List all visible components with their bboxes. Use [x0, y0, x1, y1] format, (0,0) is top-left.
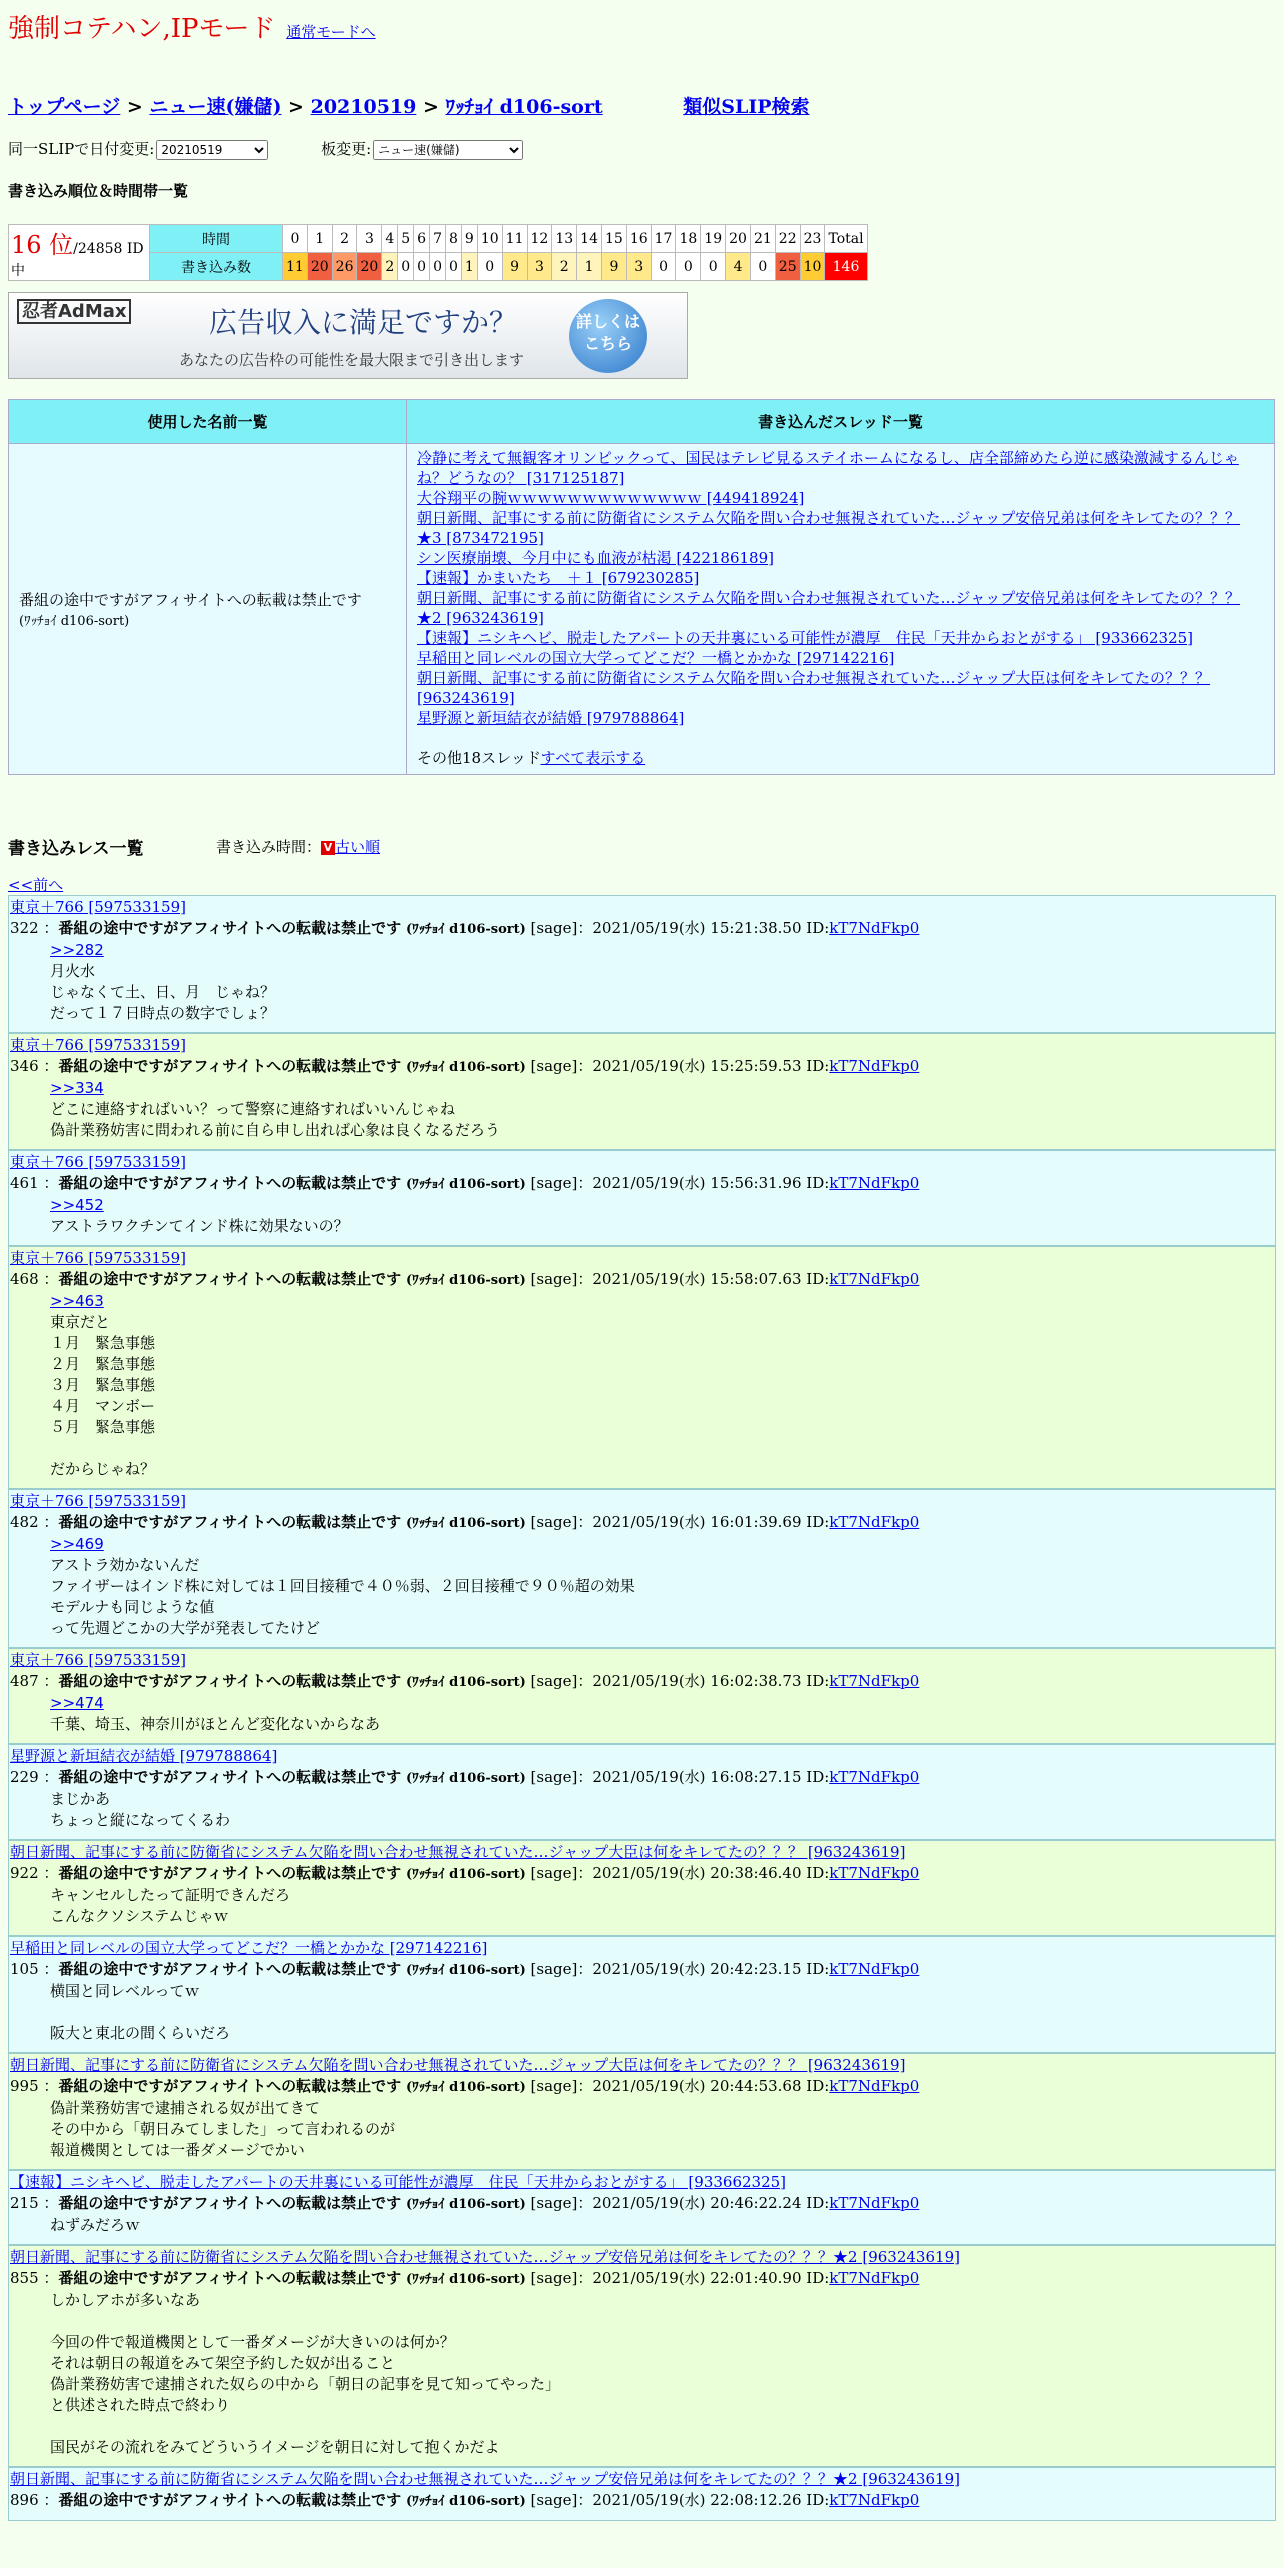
post-header: 855 ：番組の途中ですがアフィサイトへの転載は禁止です (ﾜｯﾁｮｲ d106-sort) [sage]：2021/05/19(水) 22:01:40.90 ID:kT7NdFkp0	[10, 2269, 920, 2287]
post-meta: [sage]：2021/05/19(水) 20:44:53.68 ID:	[530, 2077, 830, 2095]
hour-cell: 7	[430, 225, 446, 253]
hour-cell: 11	[502, 225, 527, 253]
post-id-link[interactable]: kT7NdFkp0	[829, 2077, 920, 2095]
post-slip: (ﾜｯﾁｮｲ d106-sort)	[405, 1675, 526, 1690]
post-number: 322	[10, 919, 39, 937]
post-line: じゃなくて土、日、月 じゃね？	[50, 983, 276, 1001]
summary-table	[8, 399, 1275, 775]
post-line: 阪大と東北の間くらいだろ	[50, 2024, 231, 2042]
post-line: ２月 緊急事態	[50, 1355, 156, 1373]
post-name: 番組の途中ですがアフィサイトへの転載は禁止です	[58, 1672, 402, 1690]
post-number: 346	[10, 1057, 39, 1075]
post-number: 215	[10, 2194, 39, 2212]
post-thread-link[interactable]: 朝日新聞、記事にする前に防衛省にシステム欠陥を問い合わせ無視されていた…ジャップ安倍兄弟は何をキレてたの？？？★2 [963243619]	[10, 2470, 960, 2488]
post-number: 468	[10, 1270, 39, 1288]
sort-label: 書き込み時間：	[216, 838, 322, 856]
hour-cell: 19	[701, 225, 726, 253]
post-thread-link[interactable]: 星野源と新垣結衣が結婚 [979788864]	[10, 1747, 278, 1765]
hour-cell: 2	[332, 225, 357, 253]
count-cell: 0	[414, 253, 430, 281]
post-line: と供述された時点で終わり	[50, 2396, 231, 2414]
sort-order-icon: V	[321, 841, 335, 855]
post-id-link[interactable]: kT7NdFkp0	[829, 2269, 920, 2287]
post-thread-link[interactable]: 【速報】ニシキヘビ、脱走したアパートの天井裏にいる可能性が濃厚 住民「天井からおとがする」 [933662325]	[10, 2173, 787, 2191]
post-line: ねずみだろｗ	[50, 2216, 141, 2234]
reply-anchor-link[interactable]: >>334	[50, 1079, 104, 1097]
names-header: 使用した名前一覧	[9, 400, 407, 444]
hour-cell: 5	[398, 225, 414, 253]
post-line: アストラ効かないんだ	[50, 1556, 200, 1574]
post-line: ３月 緊急事態	[50, 1376, 156, 1394]
hourly-post-table	[8, 224, 868, 281]
post-name: 番組の途中ですがアフィサイトへの転載は禁止です	[58, 1057, 402, 1075]
post-meta: [sage]：2021/05/19(水) 15:58:07.63 ID:	[530, 1270, 830, 1288]
post-header: 487 ：番組の途中ですがアフィサイトへの転載は禁止です (ﾜｯﾁｮｲ d106-sort) [sage]：2021/05/19(水) 16:02:38.73 ID:kT7NdFkp0	[10, 1672, 920, 1690]
post-line: 国民がその流れをみてどういうイメージを朝日に対して抱くかだよ	[50, 2438, 500, 2456]
post-body	[9, 1885, 1275, 1927]
names-cell	[9, 444, 407, 775]
sort-old-first-link[interactable]: 古い順	[335, 838, 381, 856]
thread-link[interactable]: 朝日新聞、記事にする前に防衛省にシステム欠陥を問い合わせ無視されていた…ジャップ大臣は何をキレてたの？？？ [963243619]	[417, 669, 1211, 707]
post-id-link[interactable]: kT7NdFkp0	[829, 1174, 920, 1192]
hour-cell: 14	[577, 225, 602, 253]
post-body	[9, 1195, 1275, 1237]
similar-slip-search-link[interactable]: 類似SLIP検索	[683, 96, 810, 118]
used-name-slip: (ﾜｯﾁｮｲ d106-sort)	[19, 614, 130, 629]
post-number: 487	[10, 1672, 39, 1690]
ranking-heading: 書き込み順位＆時間帯一覧	[8, 182, 189, 200]
post-number: 896	[10, 2491, 39, 2509]
post-thread-link[interactable]: 東京＋766 [597533159]	[10, 1036, 186, 1054]
post	[8, 1648, 1276, 1744]
thread-link[interactable]: 【速報】ニシキヘビ、脱走したアパートの天井裏にいる可能性が濃厚 住民「天井からおとがする」 [933662325]	[417, 629, 1194, 647]
post-slip: (ﾜｯﾁｮｲ d106-sort)	[405, 1963, 526, 1978]
post-slip: (ﾜｯﾁｮｲ d106-sort)	[405, 1177, 526, 1192]
post-line: モデルナも同じような値	[50, 1598, 215, 1616]
post-number: 855	[10, 2269, 39, 2287]
post-slip: (ﾜｯﾁｮｲ d106-sort)	[405, 2272, 526, 2287]
reply-anchor-link[interactable]: >>469	[50, 1535, 104, 1553]
ad-details-button[interactable]: 詳しくはこちら	[569, 299, 647, 373]
ad-subtext: あなたの広告枠の可能性を最大限まで引き出します	[179, 351, 525, 369]
post-line	[50, 2002, 1275, 2023]
post-header: 468 ：番組の途中ですがアフィサイトへの転載は禁止です (ﾜｯﾁｮｲ d106-sort) [sage]：2021/05/19(水) 15:58:07.63 ID:kT7NdFkp0	[10, 1270, 920, 1288]
post-name: 番組の途中ですがアフィサイトへの転載は禁止です	[58, 1960, 402, 1978]
post-meta: [sage]：2021/05/19(水) 15:21:38.50 ID:	[530, 919, 830, 937]
time-label: 時間	[150, 225, 283, 253]
count-cell: 4	[726, 253, 751, 281]
post-line	[50, 2416, 1275, 2437]
post-body	[9, 2290, 1275, 2458]
post-body	[9, 1789, 1275, 1831]
count-label: 書き込み数	[150, 253, 283, 281]
hour-cell: Total	[825, 225, 867, 253]
post-line: ファイザーはインド株に対しては１回目接種で４０％弱、２回目接種で９０％超の効果	[50, 1577, 635, 1595]
post-body	[9, 2215, 1275, 2236]
post-id-link[interactable]: kT7NdFkp0	[829, 1864, 920, 1882]
post-line: しかしアホが多いなあ	[50, 2291, 201, 2309]
post-header: 995 ：番組の途中ですがアフィサイトへの転載は禁止です (ﾜｯﾁｮｲ d106-sort) [sage]：2021/05/19(水) 20:44:53.68 ID:kT7NdFkp0	[10, 2077, 920, 2095]
post-line: って先週どこかの大学が発表してたけど	[50, 1619, 321, 1637]
post-name: 番組の途中ですがアフィサイトへの転載は禁止です	[58, 1513, 402, 1531]
count-cell: 0	[398, 253, 414, 281]
used-name: 番組の途中ですがアフィサイトへの転載は禁止です	[19, 591, 362, 609]
post-number: 229	[10, 1768, 39, 1786]
ad-logo: 忍者AdMax	[17, 297, 131, 323]
thread-link[interactable]: 星野源と新垣結衣が結婚 [979788864]	[417, 709, 685, 727]
post-line: アストラワクチンてインド株に効果ないの？	[50, 1217, 349, 1235]
post-line: その中から「朝日みてしました」って言われるのが	[50, 2120, 396, 2138]
breadcrumb-separator: >	[120, 96, 150, 118]
date-select[interactable]	[156, 140, 268, 160]
post-thread-link[interactable]: 東京＋766 [597533159]	[10, 1249, 186, 1267]
count-cell: 3	[626, 253, 651, 281]
breadcrumb-slip[interactable]: ﾜｯﾁｮｲ d106-sort	[445, 96, 603, 118]
post-number: 461	[10, 1174, 39, 1192]
reply-anchor-link[interactable]: >>282	[50, 941, 104, 959]
post-id-link[interactable]: kT7NdFkp0	[829, 1960, 920, 1978]
post	[8, 2170, 1276, 2245]
hour-cell: 22	[775, 225, 800, 253]
post-body	[9, 1981, 1275, 2044]
post-slip: (ﾜｯﾁｮｲ d106-sort)	[405, 1771, 526, 1786]
post-meta: [sage]：2021/05/19(水) 16:01:39.69 ID:	[530, 1513, 830, 1531]
post	[8, 1936, 1276, 2053]
post-number: 922	[10, 1864, 39, 1882]
post-line: キャンセルしたって証明できんだろ	[50, 1886, 291, 1904]
count-cell: 2	[382, 253, 398, 281]
post-line: それは朝日の報道をみて架空予約した奴が出ること	[50, 2354, 396, 2372]
post-meta: [sage]：2021/05/19(水) 20:38:46.40 ID:	[530, 1864, 830, 1882]
post	[8, 2467, 1276, 2521]
post-header: 461 ：番組の途中ですがアフィサイトへの転載は禁止です (ﾜｯﾁｮｲ d106-sort) [sage]：2021/05/19(水) 15:56:31.96 ID:kT7NdFkp0	[10, 1174, 920, 1192]
post-line: ちょっと縦になってくるわ	[50, 1811, 231, 1829]
breadcrumb-separator: >	[281, 96, 311, 118]
board-select[interactable]	[373, 140, 523, 160]
threads-header: 書き込んだスレッド一覧	[407, 400, 1275, 444]
more-threads-label: その他18スレッド	[417, 749, 541, 767]
post	[8, 1033, 1276, 1150]
post-name: 番組の途中ですがアフィサイトへの転載は禁止です	[58, 2077, 402, 2095]
hour-cell: 1	[307, 225, 332, 253]
count-cell: 20	[307, 253, 332, 281]
post-meta: [sage]：2021/05/19(水) 15:56:31.96 ID:	[530, 1174, 830, 1192]
hour-cell: 8	[446, 225, 462, 253]
count-cell: 1	[461, 253, 477, 281]
count-cell: 2	[552, 253, 577, 281]
hour-cell: 21	[750, 225, 775, 253]
post-thread-link[interactable]: 東京＋766 [597533159]	[10, 1492, 186, 1510]
mode-header	[8, 8, 376, 45]
post-id-link[interactable]: kT7NdFkp0	[829, 1768, 920, 1786]
posts-heading: 書き込みレス一覧	[8, 839, 144, 859]
hour-cell: 16	[626, 225, 651, 253]
post-name: 番組の途中ですがアフィサイトへの転載は禁止です	[58, 1768, 402, 1786]
post-header: 482 ：番組の途中ですがアフィサイトへの転載は禁止です (ﾜｯﾁｮｲ d106-sort) [sage]：2021/05/19(水) 16:01:39.69 ID:kT7NdFkp0	[10, 1513, 920, 1531]
post-line: 横国と同レベルってｗ	[50, 1982, 200, 2000]
hour-cell: 4	[382, 225, 398, 253]
hour-cell: 18	[676, 225, 701, 253]
ad-headline: 広告収入に満足ですか？	[209, 306, 518, 339]
post-line: 千葉、埼玉、神奈川がほとんど変化ないからなあ	[50, 1715, 381, 1733]
count-cell: 25	[775, 253, 800, 281]
ad-banner[interactable]	[8, 292, 688, 379]
post-line: 報道機関としては一番ダメージでかい	[50, 2141, 305, 2159]
breadcrumb-date[interactable]: 20210519	[310, 96, 417, 118]
post-name: 番組の途中ですがアフィサイトへの転載は禁止です	[58, 2269, 402, 2287]
count-cell: 146	[825, 253, 867, 281]
thread-link[interactable]: 朝日新聞、記事にする前に防衛省にシステム欠陥を問い合わせ無視されていた…ジャップ安倍兄弟は何をキレてたの？？？★2 [963243619]	[417, 589, 1241, 627]
post-thread-link[interactable]: 朝日新聞、記事にする前に防衛省にシステム欠陥を問い合わせ無視されていた…ジャップ安倍兄弟は何をキレてたの？？？★2 [963243619]	[10, 2248, 960, 2266]
hour-cell: 9	[461, 225, 477, 253]
post-header: 896 ：番組の途中ですがアフィサイトへの転載は禁止です (ﾜｯﾁｮｲ d106-sort) [sage]：2021/05/19(水) 22:08:12.26 ID:kT7NdFkp0	[10, 2491, 920, 2509]
date-change-label: 同一SLIPで日付変更:	[8, 140, 155, 158]
thread-link[interactable]: 冷静に考えて無観客オリンピックって、国民はテレビ見るステイホームになるし、店全部締めたら逆に感染激減するんじゃね？どうなの？ [317125187]	[417, 449, 1239, 487]
post-slip: (ﾜｯﾁｮｲ d106-sort)	[405, 922, 526, 937]
post-id-link[interactable]: kT7NdFkp0	[829, 1057, 920, 1075]
post-line: だからじゃね？	[50, 1460, 156, 1478]
count-cell: 0	[430, 253, 446, 281]
post-slip: (ﾜｯﾁｮｲ d106-sort)	[405, 1060, 526, 1075]
post-header: 215 ：番組の途中ですがアフィサイトへの転載は禁止です (ﾜｯﾁｮｲ d106-sort) [sage]：2021/05/19(水) 20:46:22.24 ID:kT7NdFkp0	[10, 2194, 920, 2212]
count-cell: 0	[651, 253, 676, 281]
hour-cell: 3	[357, 225, 382, 253]
show-all-threads-link[interactable]: すべて表示する	[540, 749, 646, 767]
hour-cell: 10	[477, 225, 502, 253]
post-slip: (ﾜｯﾁｮｲ d106-sort)	[405, 1516, 526, 1531]
post-number: 995	[10, 2077, 39, 2095]
post-line: まじかあ	[50, 1790, 111, 1808]
post-line: 東京だと	[50, 1313, 111, 1331]
board-change-label: 板変更:	[321, 140, 372, 158]
post-line: 今回の件で報道機関として一番ダメージが大きいのは何か？	[50, 2333, 455, 2351]
post-line: 月火水	[50, 962, 96, 980]
post-list	[8, 895, 1276, 2521]
breadcrumb-top[interactable]: トップページ	[8, 96, 121, 118]
post-number: 105	[10, 1960, 39, 1978]
post-slip: (ﾜｯﾁｮｲ d106-sort)	[405, 2494, 526, 2509]
post-name: 番組の途中ですがアフィサイトへの転載は禁止です	[58, 2491, 402, 2509]
thread-link[interactable]: 大谷翔平の腕ｗｗｗｗｗｗｗｗｗｗｗｗｗ [449418924]	[417, 489, 805, 507]
post-meta: [sage]：2021/05/19(水) 20:42:23.15 ID:	[530, 1960, 830, 1978]
count-cell: 0	[701, 253, 726, 281]
post-slip: (ﾜｯﾁｮｲ d106-sort)	[405, 2197, 526, 2212]
post-line	[50, 2311, 1275, 2332]
post-meta: [sage]：2021/05/19(水) 22:08:12.26 ID:	[530, 2491, 830, 2509]
post-thread-link[interactable]: 朝日新聞、記事にする前に防衛省にシステム欠陥を問い合わせ無視されていた…ジャップ大臣は何をキレてたの？？？ [963243619]	[10, 1843, 906, 1861]
count-cell: 20	[357, 253, 382, 281]
post-header: 346 ：番組の途中ですがアフィサイトへの転載は禁止です (ﾜｯﾁｮｲ d106-sort) [sage]：2021/05/19(水) 15:25:59.53 ID:kT7NdFkp0	[10, 1057, 920, 1075]
count-cell: 26	[332, 253, 357, 281]
post-body	[9, 1291, 1275, 1480]
hour-cell: 23	[800, 225, 825, 253]
post-line: 偽計業務妨害で逮捕される奴が出てきて	[50, 2099, 321, 2117]
post-body	[9, 1078, 1275, 1141]
post-header: 229 ：番組の途中ですがアフィサイトへの転載は禁止です (ﾜｯﾁｮｲ d106-sort) [sage]：2021/05/19(水) 16:08:27.15 ID:kT7NdFkp0	[10, 1768, 920, 1786]
reply-anchor-link[interactable]: >>474	[50, 1694, 104, 1712]
post-thread-link[interactable]: 東京＋766 [597533159]	[10, 1651, 186, 1669]
thread-link[interactable]: 早稲田と同レベルの国立大学ってどこだ？一橋とかかな [297142216]	[417, 649, 895, 667]
post-id-link[interactable]: kT7NdFkp0	[829, 2491, 920, 2509]
post-body	[9, 1534, 1275, 1639]
hour-cell: 6	[414, 225, 430, 253]
hour-cell: 0	[283, 225, 308, 253]
hour-cell: 13	[552, 225, 577, 253]
count-cell: 9	[601, 253, 626, 281]
post-thread-link[interactable]: 早稲田と同レベルの国立大学ってどこだ？一橋とかかな [297142216]	[10, 1939, 488, 1957]
post-id-link[interactable]: kT7NdFkp0	[829, 919, 920, 937]
hour-cell: 15	[601, 225, 626, 253]
selector-row	[8, 138, 523, 160]
post-name: 番組の途中ですがアフィサイトへの転載は禁止です	[58, 1864, 402, 1882]
post-meta: [sage]：2021/05/19(水) 20:46:22.24 ID:	[530, 2194, 830, 2212]
post-header: 105 ：番組の途中ですがアフィサイトへの転載は禁止です (ﾜｯﾁｮｲ d106-sort) [sage]：2021/05/19(水) 20:42:23.15 ID:kT7NdFkp0	[10, 1960, 920, 1978]
rank-cell	[9, 225, 150, 281]
normal-mode-link[interactable]: 通常モードへ	[286, 23, 376, 41]
post-thread-link[interactable]: 朝日新聞、記事にする前に防衛省にシステム欠陥を問い合わせ無視されていた…ジャップ大臣は何をキレてたの？？？ [963243619]	[10, 2056, 906, 2074]
post	[8, 1489, 1276, 1648]
post	[8, 895, 1276, 1033]
count-cell: 0	[477, 253, 502, 281]
post-meta: [sage]：2021/05/19(水) 22:01:40.90 ID:	[530, 2269, 830, 2287]
posts-sort	[216, 836, 380, 857]
post-line	[50, 1438, 1275, 1459]
reply-anchor-link[interactable]: >>452	[50, 1196, 104, 1214]
hour-cell: 12	[527, 225, 552, 253]
post-id-link[interactable]: kT7NdFkp0	[829, 1513, 920, 1531]
post-line: こんなクソシステムじゃｗ	[50, 1907, 229, 1925]
post	[8, 1744, 1276, 1840]
count-cell: 0	[446, 253, 462, 281]
post-line: １月 緊急事態	[50, 1334, 156, 1352]
post-body	[9, 1693, 1275, 1735]
post	[8, 1840, 1276, 1936]
post-line: だって１７日時点の数字でしょ？	[50, 1004, 276, 1022]
post-name: 番組の途中ですがアフィサイトへの転載は禁止です	[58, 919, 402, 937]
post-line: どこに連絡すればいい？って警察に連絡すればいいんじゃね	[50, 1100, 456, 1118]
threads-cell	[407, 444, 1275, 775]
rank-number: 16 位	[11, 231, 74, 259]
post-thread-link[interactable]: 東京＋766 [597533159]	[10, 1153, 186, 1171]
more-threads	[417, 748, 1264, 768]
post-line: ４月 マンボー	[50, 1397, 156, 1415]
post	[8, 2053, 1276, 2170]
prev-page-link[interactable]: <<前へ	[8, 876, 64, 894]
post	[8, 1246, 1276, 1489]
post-body	[9, 940, 1275, 1024]
thread-list	[417, 448, 1264, 728]
post-header: 922 ：番組の途中ですがアフィサイトへの転載は禁止です (ﾜｯﾁｮｲ d106-sort) [sage]：2021/05/19(水) 20:38:46.40 ID:kT7NdFkp0	[10, 1864, 920, 1882]
post-thread-link[interactable]: 東京＋766 [597533159]	[10, 898, 186, 916]
post-id-link[interactable]: kT7NdFkp0	[829, 2194, 920, 2212]
rank-total: /24858 ID中	[11, 241, 144, 279]
post-meta: [sage]：2021/05/19(水) 16:08:27.15 ID:	[530, 1768, 830, 1786]
breadcrumb-separator: >	[416, 96, 446, 118]
post-slip: (ﾜｯﾁｮｲ d106-sort)	[405, 1867, 526, 1882]
post-line: ５月 緊急事態	[50, 1418, 156, 1436]
post-header: 322 ：番組の途中ですがアフィサイトへの転載は禁止です (ﾜｯﾁｮｲ d106-sort) [sage]：2021/05/19(水) 15:21:38.50 ID:kT7NdFkp0	[10, 919, 920, 937]
count-cell: 1	[577, 253, 602, 281]
count-cell: 0	[676, 253, 701, 281]
post	[8, 1150, 1276, 1246]
post-body	[9, 2098, 1275, 2161]
post-line: 偽計業務妨害に問われる前に自ら申し出れば心象は良くなるだろう	[50, 1121, 501, 1139]
breadcrumb	[8, 92, 810, 119]
post-slip: (ﾜｯﾁｮｲ d106-sort)	[405, 1273, 526, 1288]
count-cell: 0	[750, 253, 775, 281]
post-meta: [sage]：2021/05/19(水) 15:25:59.53 ID:	[530, 1057, 830, 1075]
breadcrumb-board[interactable]: ニュー速(嫌儲)	[149, 96, 282, 118]
post-id-link[interactable]: kT7NdFkp0	[829, 1672, 920, 1690]
thread-link[interactable]: 【速報】かまいたち ＋１ [679230285]	[417, 569, 700, 587]
hour-cell: 17	[651, 225, 676, 253]
count-cell: 3	[527, 253, 552, 281]
post-name: 番組の途中ですがアフィサイトへの転載は禁止です	[58, 1270, 402, 1288]
count-cell: 9	[502, 253, 527, 281]
thread-link[interactable]: 朝日新聞、記事にする前に防衛省にシステム欠陥を問い合わせ無視されていた…ジャップ安倍兄弟は何をキレてたの？？？★3 [873472195]	[417, 509, 1241, 547]
post-name: 番組の途中ですがアフィサイトへの転載は禁止です	[58, 2194, 402, 2212]
post-number: 482	[10, 1513, 39, 1531]
reply-anchor-link[interactable]: >>463	[50, 1292, 104, 1310]
hour-cell: 20	[726, 225, 751, 253]
count-cell: 11	[283, 253, 308, 281]
post-id-link[interactable]: kT7NdFkp0	[829, 1270, 920, 1288]
post-line: 偽計業務妨害で逮捕された奴らの中から「朝日の記事を見て知ってやった」	[50, 2375, 561, 2393]
post-meta: [sage]：2021/05/19(水) 16:02:38.73 ID:	[530, 1672, 830, 1690]
post	[8, 2245, 1276, 2467]
count-cell: 10	[800, 253, 825, 281]
post-name: 番組の途中ですがアフィサイトへの転載は禁止です	[58, 1174, 402, 1192]
thread-link[interactable]: シン医療崩壊、今月中にも血液が枯渇 [422186189]	[417, 549, 774, 567]
post-slip: (ﾜｯﾁｮｲ d106-sort)	[405, 2080, 526, 2095]
mode-title: 強制コテハン,IPモード	[8, 14, 276, 44]
